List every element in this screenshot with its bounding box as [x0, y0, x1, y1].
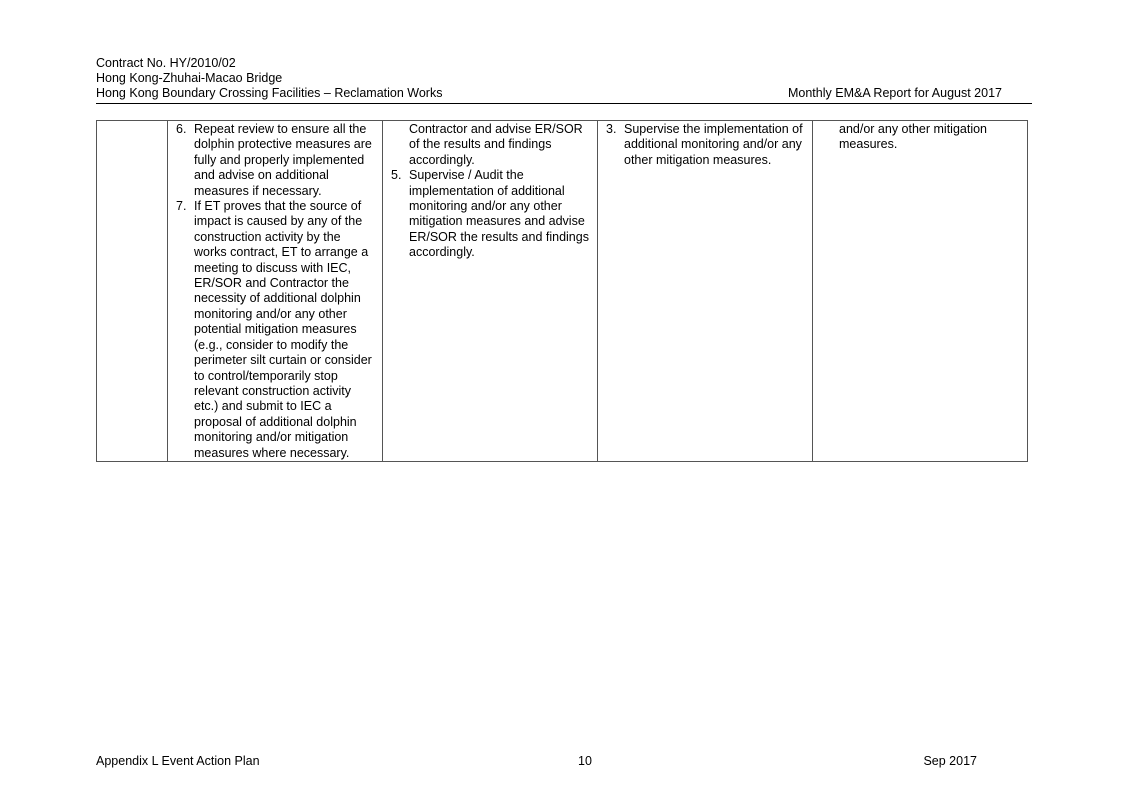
item-number: 3.	[606, 122, 617, 136]
page-header	[96, 56, 1032, 101]
appendix-title: Appendix L Event Action Plan	[96, 754, 260, 768]
item-text: If ET proves that the source of impact is caused by any of the construction activity by the works contract, ET to arrange a meeting to discuss with IEC, ER/SOR and Contractor the necessity of additional dolphin monitoring and/or any other potential mitigation measures (e.g., consider to modify the perimeter silt curtain or consider to control/temporarily stop relevant construction activity etc.) and submit to IEC a proposal of additional dolphin monitoring and/or mitigation measures where necessary.	[194, 199, 372, 460]
report-title: Monthly EM&A Report for August 2017	[787, 86, 1002, 100]
item-number: 6.	[176, 122, 187, 136]
item-text: Repeat review to ensure all the dolphin protective measures are fully and properly implemented and advise on additional measures if necessary.	[194, 122, 372, 198]
footer-date: Sep 2017	[923, 754, 977, 768]
list-item	[174, 199, 376, 461]
works-name: Hong Kong Boundary Crossing Facilities – Reclamation Works	[96, 86, 443, 100]
list-item	[604, 122, 806, 168]
event-action-table	[96, 120, 1028, 462]
list-item	[389, 168, 591, 260]
page-number: 10	[578, 754, 592, 768]
er-action-cell	[598, 121, 813, 462]
item-number: 5.	[391, 168, 402, 183]
event-cell	[97, 121, 168, 462]
iec-action-cell	[383, 121, 598, 462]
et-action-cell	[168, 121, 383, 462]
table-row	[97, 121, 1028, 462]
header-rule	[96, 103, 1032, 104]
item-text: Supervise the implementation of additional monitoring and/or any other mitigation measures.	[624, 122, 803, 167]
list-item	[174, 122, 376, 199]
continued-text: and/or any other mitigation measures.	[839, 122, 988, 152]
item-number: 7.	[176, 199, 187, 214]
continued-text: Contractor and advise ER/SOR of the results and findings accordingly.	[409, 122, 583, 167]
project-name: Hong Kong-Zhuhai-Macao Bridge	[96, 71, 283, 85]
item-text: Supervise / Audit the implementation of additional monitoring and/or any other mitigation measures and advise ER/SOR the results and findings accordingly.	[409, 168, 589, 260]
header-row	[96, 86, 1032, 101]
contractor-action-cell	[813, 121, 1028, 462]
contract-number: Contract No. HY/2010/02	[96, 56, 236, 70]
